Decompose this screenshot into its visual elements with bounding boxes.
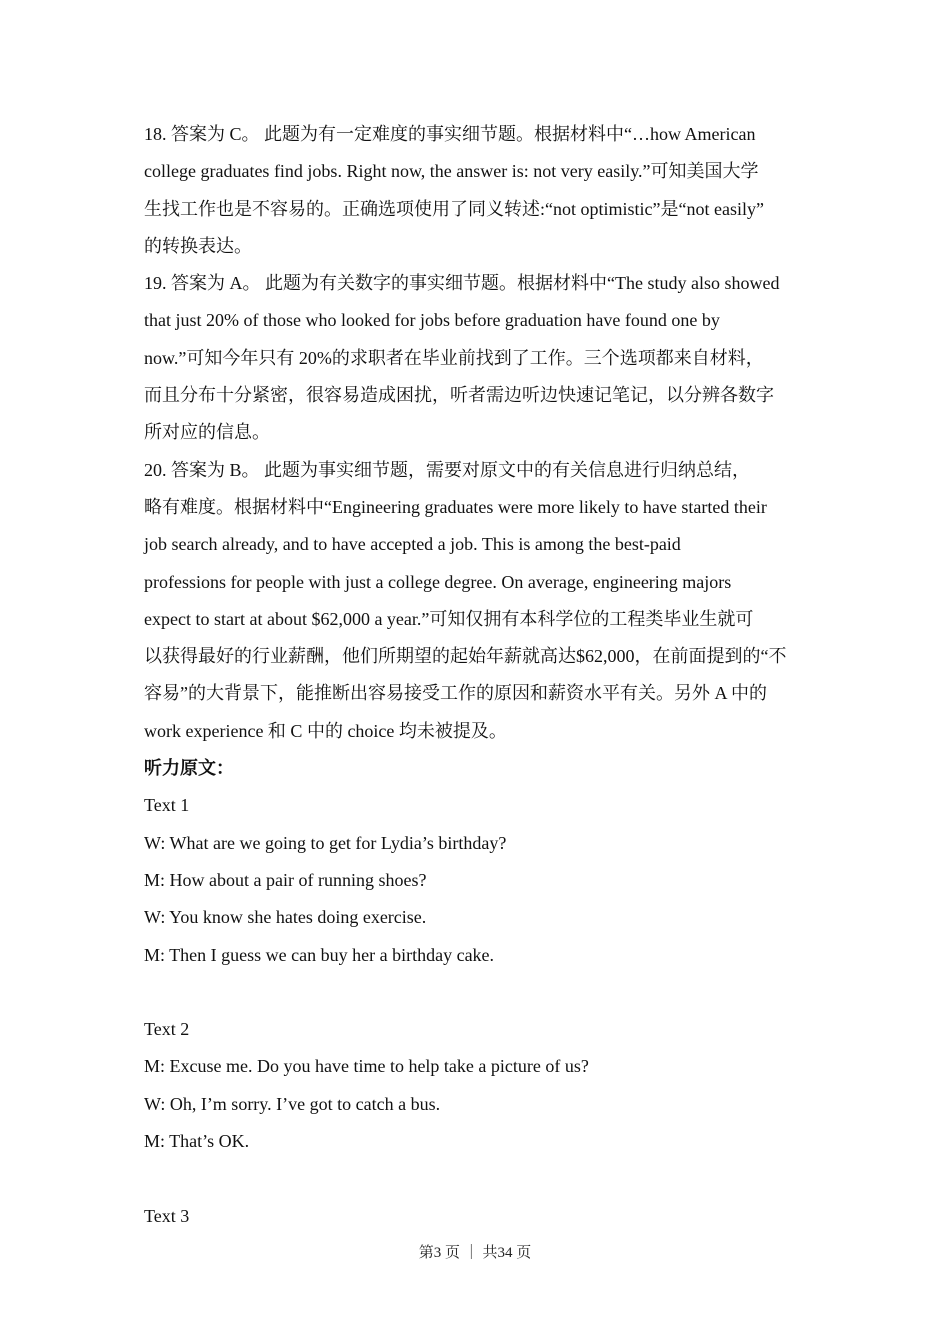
- dialogue-line: M: That’s OK.: [144, 1131, 250, 1152]
- page-content: [144, 116, 824, 1235]
- dialogue-line: W: Oh, I’m sorry. I’ve got to catch a bus.: [144, 1093, 441, 1114]
- answer-line: 容易”的大背景下，能推断出容易接受工作的原因和薪资水平有关。另外 A 中的: [144, 683, 767, 704]
- transcript-text-2: [144, 1011, 824, 1160]
- transcript-heading: 听力原文：: [144, 758, 234, 779]
- answer-line: 生找工作也是不容易的。正确选项使用了同义转述:“not optimistic”是“not easily”: [144, 198, 764, 219]
- answer-line: expect to start at about $62,000 a year.”可知仅拥有本科学位的工程类毕业生就可: [144, 608, 754, 629]
- spacer: [144, 1160, 824, 1197]
- answer-18: [144, 116, 824, 265]
- answer-line: job search already, and to have accepted a job. This is among the best-paid: [144, 534, 681, 555]
- transcript-text-1: [144, 787, 824, 973]
- text-title: Text 2: [144, 1019, 190, 1040]
- answer-line: college graduates find jobs. Right now, the answer is: not very easily.”可知美国大学: [144, 161, 759, 182]
- answer-line: 以获得最好的行业薪酬，他们所期望的起始年薪就高达$62,000，在前面提到的“不: [144, 646, 787, 667]
- answer-line: 19. 答案为 A。 此题为有关数字的事实细节题。根据材料中“The study also showed: [144, 273, 780, 294]
- answer-line: 而且分布十分紧密，很容易造成困扰，听者需边听边快速记笔记，以分辨各数字: [144, 385, 774, 406]
- answer-20: [144, 452, 824, 750]
- dialogue-line: M: Then I guess we can buy her a birthday cake.: [144, 944, 495, 965]
- answer-line: that just 20% of those who looked for jobs before graduation have found one by: [144, 310, 720, 331]
- dialogue-line: W: You know she hates doing exercise.: [144, 907, 427, 928]
- answer-line: 所对应的信息。: [144, 422, 270, 443]
- answer-line: now.”可知今年只有 20%的求职者在毕业前找到了工作。三个选项都来自材料，: [144, 347, 764, 368]
- answer-19: [144, 265, 824, 451]
- answer-line: 20. 答案为 B。 此题为事实细节题，需要对原文中的有关信息进行归纳总结，: [144, 459, 751, 480]
- answer-line: 略有难度。根据材料中“Engineering graduates were more likely to have started their: [144, 496, 767, 517]
- dialogue-line: M: How about a pair of running shoes?: [144, 869, 427, 890]
- answer-line: professions for people with just a college degree. On average, engineering majors: [144, 571, 732, 592]
- text-title: Text 3: [144, 1205, 190, 1226]
- transcript-text-3: [144, 1198, 824, 1235]
- answer-line: 的转换表达。: [144, 235, 252, 256]
- answer-line: work experience 和 C 中的 choice 均未被提及。: [144, 720, 507, 741]
- text-title: Text 1: [144, 795, 190, 816]
- spacer: [144, 974, 824, 1011]
- answer-line: 18. 答案为 C。 此题为有一定难度的事实细节题。根据材料中“…how American: [144, 124, 756, 144]
- dialogue-line: W: What are we going to get for Lydia’s birthday?: [144, 832, 507, 853]
- dialogue-line: M: Excuse me. Do you have time to help take a picture of us?: [144, 1056, 589, 1077]
- page-footer: 第3 页 ｜ 共34 页: [418, 1245, 532, 1261]
